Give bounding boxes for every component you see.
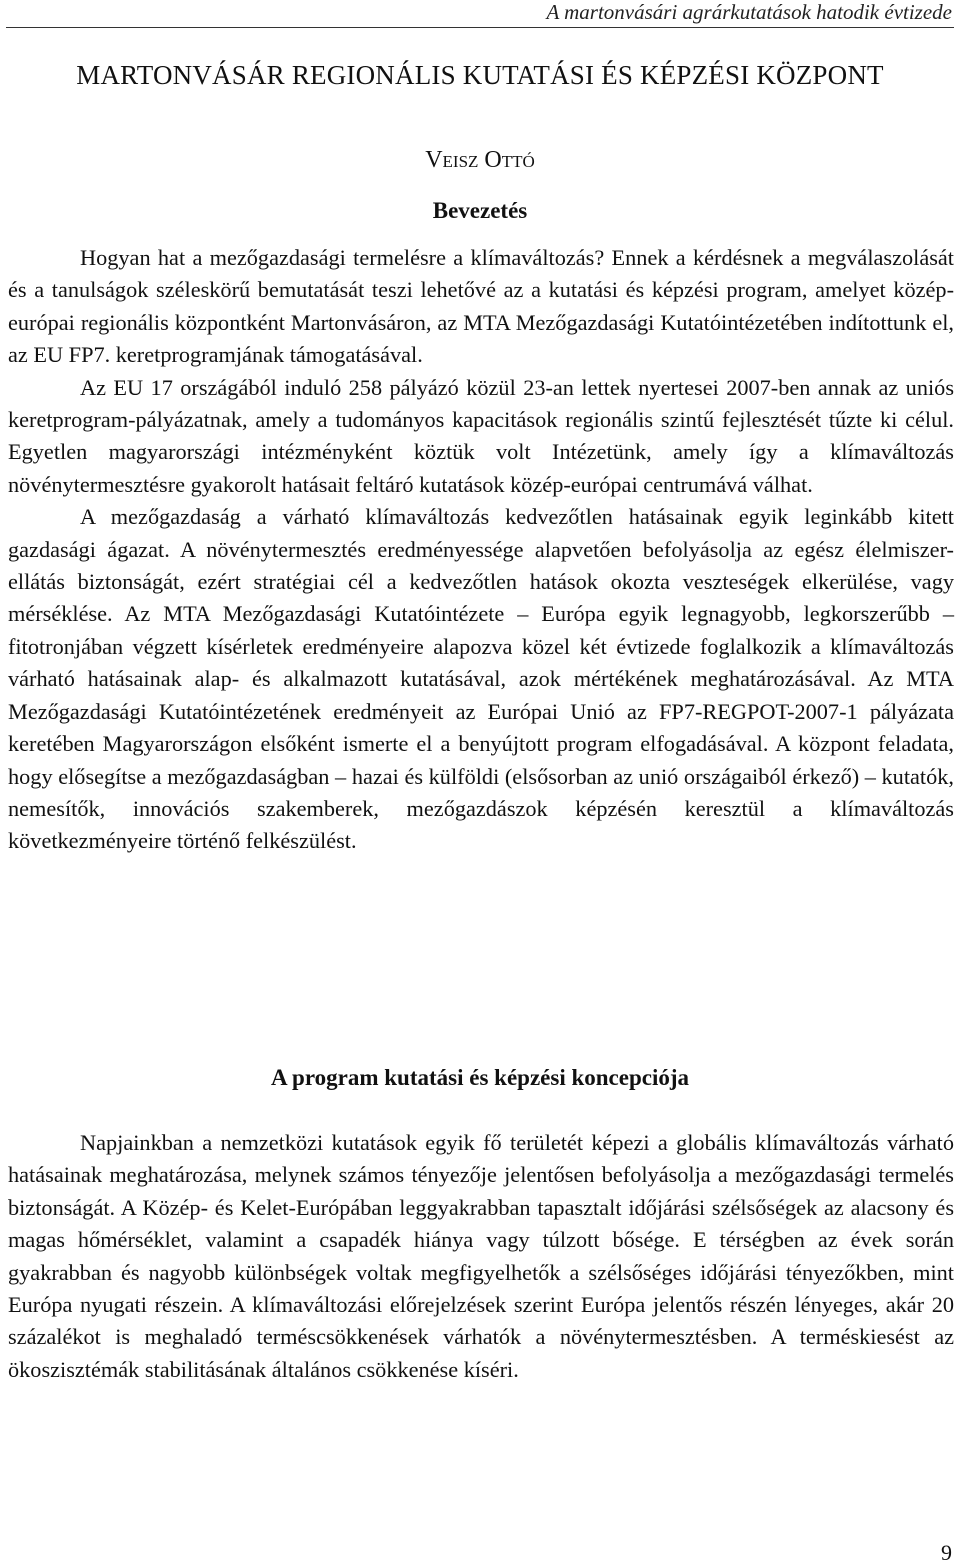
running-header: A martonvásári agrárkutatások hatodik évtizede: [546, 0, 952, 24]
section-body-introduction: [8, 242, 954, 858]
section-heading-introduction: Bevezetés: [432, 198, 528, 223]
article-title: MARTONVÁSÁR REGIONÁLIS KUTATÁSI ÉS KÉPZÉSI KÖZPONT: [76, 60, 884, 90]
header-rule: [6, 27, 954, 28]
paragraph: Napjainkban a nemzetközi kutatások egyik fő területét képezi a globális klímaváltozás várható hatásainak meghatározása, melynek számos tényezője jelentősen befolyásolja a mezőgazdasági termelés biztonságát. A Közép- és Kelet-Európában leggyakrabban tapasztalt időjárási szélsőségek az alacsony és magas hőmérséklet, valamint a csapadék hiánya vagy túlzott bősége. E térségben az évek során gyakrabban és nagyobb különbségek voltak megfigyelhetők a szélsőséges időjárási tényezőkben, mint Európa nyugati részein. A klímaváltozási előrejelzések szerint Európa jelentős részén lényeges, akár 20 százalékot is meghaladó terméscsökkenések várhatók a növénytermesztésben. A terméskiesést az ökoszisztémák stabilitásának általános csökkenése kíséri.: [8, 1130, 954, 1382]
page-number: 9: [941, 1540, 952, 1565]
paragraph: Hogyan hat a mezőgazdasági termelésre a klímaváltozás? Ennek a kérdésnek a megválaszolását és a tanulságok széleskörű bemutatását teszi lehetővé az a kutatási és képzési program, amelyet közép-európai regionális központként Martonvásáron, az MTA Mezőgazdasági Kutatóintézetében indítottunk el, az EU FP7. keretprogramjának támogatásával.: [8, 245, 954, 368]
section-body-concept: [8, 1127, 954, 1386]
paragraph: A mezőgazdaság a várható klímaváltozás kedvezőtlen hatásainak egyik leginkább kitett gazdasági ágazat. A növénytermesztés eredményessége alapvetően befolyásolja az egész élelmiszer-ellátás biztonságát, ezért stratégiai cél a kedvezőtlen hatások okozta veszteségek elkerülése, vagy mérséklése. Az MTA Mezőgazdasági Kutatóintézete – Európa egyik legnagyobb, legkorszerűbb – fitotronjában végzett kísérletek eredményeire alapozva közel két évtizede foglalkozik a klímaváltozás várható hatásainak alap- és alkalmazott kutatásával, azok mértékének meghatározásával. Az MTA Mezőgazdasági Kutatóintézetének eredményeit az Európai Unió az FP7-REGPOT-2007-1 pályázata keretében Magyarországon elsőként ismerte el a benyújtott program elfogadásával. A központ feladata, hogy elősegítse a mezőgazdaságban – hazai és külföldi (elsősorban az unió országaiból érkező) – kutatók, nemesítők, innovációs szakemberek, mezőgazdászok képzésén keresztül a klímaváltozás következményeire történő felkészülést.: [8, 504, 954, 854]
article-author: Veisz Ottó: [425, 147, 535, 173]
paragraph: Az EU 17 országából induló 258 pályázó közül 23-an lettek nyertesei 2007-ben annak az uniós keretprogram-pályázatnak, amely a tudományos kapacitások regionális szintű fejlesztését tűzte ki célul. Egyetlen magyarországi intézményként köztük volt Intézetünk, amely így a klímaváltozás növénytermesztésre gyakorolt hatásait feltáró kutatások közép-európai centrumává válhat.: [8, 374, 954, 497]
section-heading-concept: A program kutatási és képzési koncepciója: [270, 1065, 690, 1090]
